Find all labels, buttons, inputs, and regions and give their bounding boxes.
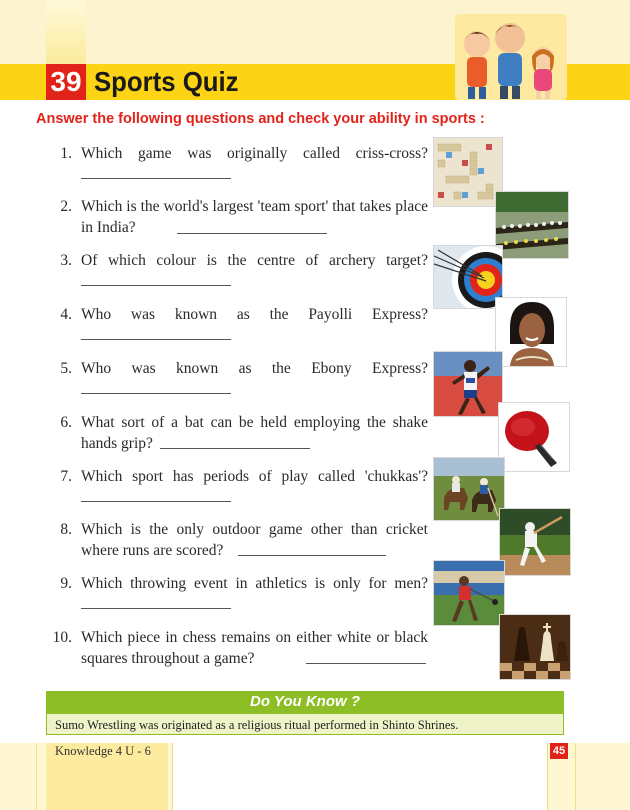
page-number: 45 <box>550 743 568 759</box>
answer-line[interactable] <box>81 393 231 394</box>
baseball-image <box>499 508 571 576</box>
answer-line[interactable] <box>177 233 327 234</box>
answer-line[interactable] <box>306 663 426 664</box>
answer-line[interactable] <box>81 608 231 609</box>
question-number: 7. <box>60 468 72 485</box>
answer-line[interactable] <box>160 448 310 449</box>
question-number: 5. <box>60 360 72 377</box>
snake-boat-race-image <box>495 191 569 259</box>
cartoon-kids-illustration <box>455 14 567 100</box>
question-text: Which is the world's largest 'team sport' that takes place in India? <box>81 198 428 236</box>
header-tab <box>46 0 86 64</box>
question-number: 9. <box>60 575 72 592</box>
question-text: Of which colour is the centre of archery target? <box>81 252 428 269</box>
question-3 <box>48 250 428 271</box>
chess-pieces-image <box>499 614 571 680</box>
question-text: Who was known as the Payolli Express? <box>81 306 428 323</box>
sprinter-image <box>433 351 503 417</box>
footer-middle-panel <box>172 743 548 810</box>
scrabble-board-image <box>433 137 503 207</box>
question-text: Which sport has periods of play called 'chukkas'? <box>81 468 428 485</box>
do-you-know-fact: Sumo Wrestling was originated as a religious ritual performed in Shinto Shrines. <box>46 713 564 735</box>
hammer-throw-image <box>433 560 505 626</box>
answer-line[interactable] <box>81 501 231 502</box>
question-number: 4. <box>60 306 72 323</box>
question-9 <box>48 573 428 594</box>
question-number: 1. <box>60 145 72 162</box>
question-4 <box>48 304 428 325</box>
question-text: Which throwing event in athletics is only for men? <box>81 575 428 592</box>
question-text: Which game was originally called criss-cross? <box>81 145 428 162</box>
question-text: What sort of a bat can be held employing the shake hands grip? <box>81 414 428 452</box>
footer-book-title: Knowledge 4 U - 6 <box>55 744 151 758</box>
athlete-portrait-image <box>495 297 567 367</box>
question-1 <box>48 143 428 164</box>
question-number: 2. <box>60 198 72 215</box>
table-tennis-bat-image <box>498 402 570 472</box>
answer-line[interactable] <box>81 285 231 286</box>
question-text: Which is the only outdoor game other than cricket where runs are scored? <box>81 521 428 559</box>
question-number: 3. <box>60 252 72 269</box>
polo-image <box>433 457 505 521</box>
answer-line[interactable] <box>238 555 386 556</box>
archery-target-image <box>433 245 503 309</box>
do-you-know-heading: Do You Know ? <box>46 691 564 713</box>
question-text: Who was known as the Ebony Express? <box>81 360 428 377</box>
question-text: Which piece in chess remains on either white or black squares throughout a game? <box>81 629 428 667</box>
question-number: 10. <box>52 629 72 646</box>
answer-line[interactable] <box>81 339 231 340</box>
question-number: 6. <box>60 414 72 431</box>
footer-divider <box>36 743 37 810</box>
question-7 <box>48 466 428 487</box>
instruction-text: Answer the following questions and check your ability in sports : <box>36 111 485 127</box>
question-number: 8. <box>60 521 72 538</box>
footer-divider <box>575 743 576 810</box>
question-5 <box>48 358 428 379</box>
page-title: Sports Quiz <box>94 66 239 97</box>
chapter-number: 39 <box>46 64 86 100</box>
answer-line[interactable] <box>81 178 231 179</box>
question-2 <box>48 196 428 238</box>
